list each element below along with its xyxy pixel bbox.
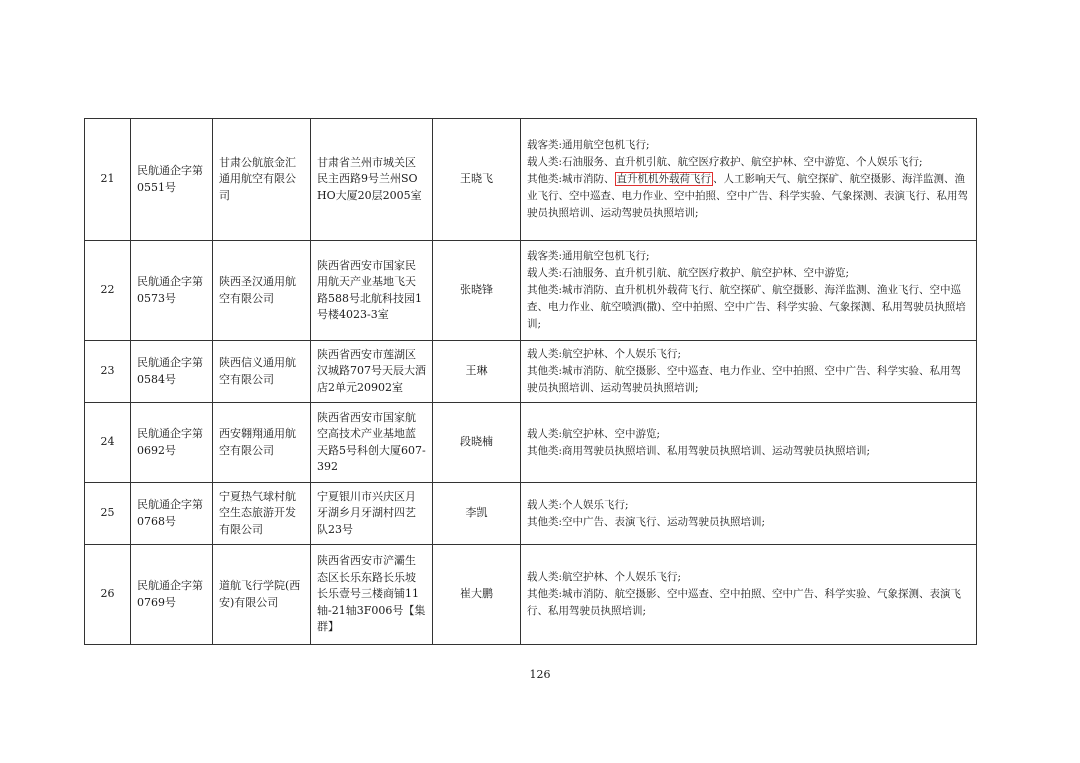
permit-number: 民航通企字第0769号 bbox=[131, 545, 213, 645]
table-row bbox=[85, 483, 977, 545]
scope-line: 载客类:通用航空包机飞行; bbox=[527, 250, 650, 262]
scope-text: 、人工影响天气、航空探矿、航空摄影、海洋监测、渔业飞行、空中巡查、电力作业、空中拍照、空中广告、科学实验、气象探测、表演飞行、私用驾驶员执照培训、运动驾驶员执照培训; bbox=[527, 173, 968, 219]
table-row bbox=[85, 341, 977, 403]
permit-number: 民航通企字第0551号 bbox=[131, 119, 213, 241]
business-scope bbox=[521, 545, 977, 645]
scope-line: 其他类:城市消防、航空摄影、空中巡查、电力作业、空中拍照、空中广告、科学实验、私用驾驶员执照培训、运动驾驶员执照培训; bbox=[527, 365, 962, 394]
company-name: 西安翱翔通用航空有限公司 bbox=[213, 403, 311, 483]
legal-representative: 王晓飞 bbox=[433, 119, 521, 241]
permit-number: 民航通企字第0573号 bbox=[131, 241, 213, 341]
page-number: 126 bbox=[529, 668, 551, 681]
table-row bbox=[85, 545, 977, 645]
scope-line: 载人类:石油服务、直升机引航、航空医疗救护、航空护林、空中游览、个人娱乐飞行; bbox=[527, 156, 923, 168]
scope-text: 其他类:城市消防、 bbox=[527, 173, 615, 185]
scope-line: 其他类:城市消防、直升机机外载荷飞行、航空探矿、航空摄影、海洋监测、渔业飞行、空中巡查、电力作业、航空喷洒(撒)、空中拍照、空中广告、科学实验、气象探测、私用驾驶员执照培训; bbox=[527, 284, 966, 330]
company-address: 陕西省西安市国家民用航天产业基地飞天路588号北航科技园1号楼4023-3室 bbox=[311, 241, 433, 341]
permit-number: 民航通企字第0768号 bbox=[131, 483, 213, 545]
company-address: 甘肃省兰州市城关区民主西路9号兰州SOHO大厦20层2005室 bbox=[311, 119, 433, 241]
row-number: 26 bbox=[85, 545, 131, 645]
legal-representative: 张晓锋 bbox=[433, 241, 521, 341]
scope-line: 其他类:城市消防、航空摄影、空中巡查、空中拍照、空中广告、科学实验、气象探测、表演飞行、私用驾驶员执照培训; bbox=[527, 588, 962, 617]
table-row bbox=[85, 403, 977, 483]
license-table bbox=[84, 118, 977, 645]
scope-line: 载客类:通用航空包机飞行; bbox=[527, 139, 650, 151]
scope-line: 载人类:航空护林、个人娱乐飞行; bbox=[527, 571, 682, 583]
company-name: 道航飞行学院(西安)有限公司 bbox=[213, 545, 311, 645]
scope-line: 载人类:航空护林、空中游览; bbox=[527, 427, 661, 440]
business-scope bbox=[521, 241, 977, 341]
legal-representative: 崔大鹏 bbox=[433, 545, 521, 645]
business-scope bbox=[521, 403, 977, 483]
company-name: 陕西信义通用航空有限公司 bbox=[213, 341, 311, 403]
row-number: 21 bbox=[85, 119, 131, 241]
scope-line: 载人类:航空护林、个人娱乐飞行; bbox=[527, 348, 682, 360]
legal-representative: 王琳 bbox=[433, 341, 521, 403]
scope-line bbox=[527, 171, 970, 222]
company-name: 宁夏热气球村航空生态旅游开发有限公司 bbox=[213, 483, 311, 545]
permit-number: 民航通企字第0692号 bbox=[131, 403, 213, 483]
company-name: 陕西圣汉通用航空有限公司 bbox=[213, 241, 311, 341]
highlighted-scope: 直升机机外载荷飞行 bbox=[616, 173, 712, 185]
permit-number: 民航通企字第0584号 bbox=[131, 341, 213, 403]
table-row bbox=[85, 119, 977, 241]
company-address: 陕西省西安市浐灞生态区长乐东路长乐坡长乐壹号三楼商铺11轴-21轴3F006号【集群】 bbox=[311, 545, 433, 645]
business-scope bbox=[521, 483, 977, 545]
legal-representative: 李凯 bbox=[433, 483, 521, 545]
company-address: 陕西省西安市莲湖区汉城路707号天辰大酒店2单元20902室 bbox=[311, 341, 433, 403]
scope-line: 其他类:商用驾驶员执照培训、私用驾驶员执照培训、运动驾驶员执照培训; bbox=[527, 444, 871, 457]
table-row bbox=[85, 241, 977, 341]
company-name: 甘肃公航旅金汇通用航空有限公司 bbox=[213, 119, 311, 241]
scope-line: 载人类:石油服务、直升机引航、航空医疗救护、航空护林、空中游览; bbox=[527, 267, 850, 279]
company-address: 宁夏银川市兴庆区月牙湖乡月牙湖村四艺队23号 bbox=[311, 483, 433, 545]
row-number: 25 bbox=[85, 483, 131, 545]
row-number: 22 bbox=[85, 241, 131, 341]
company-address: 陕西省西安市国家航空高技术产业基地蓝天路5号科创大厦607-392 bbox=[311, 403, 433, 483]
row-number: 23 bbox=[85, 341, 131, 403]
legal-representative: 段晓楠 bbox=[433, 403, 521, 483]
row-number: 24 bbox=[85, 403, 131, 483]
business-scope bbox=[521, 119, 977, 241]
business-scope bbox=[521, 341, 977, 403]
scope-line: 其他类:空中广告、表演飞行、运动驾驶员执照培训; bbox=[527, 515, 766, 528]
scope-line: 载人类:个人娱乐飞行; bbox=[527, 498, 629, 511]
